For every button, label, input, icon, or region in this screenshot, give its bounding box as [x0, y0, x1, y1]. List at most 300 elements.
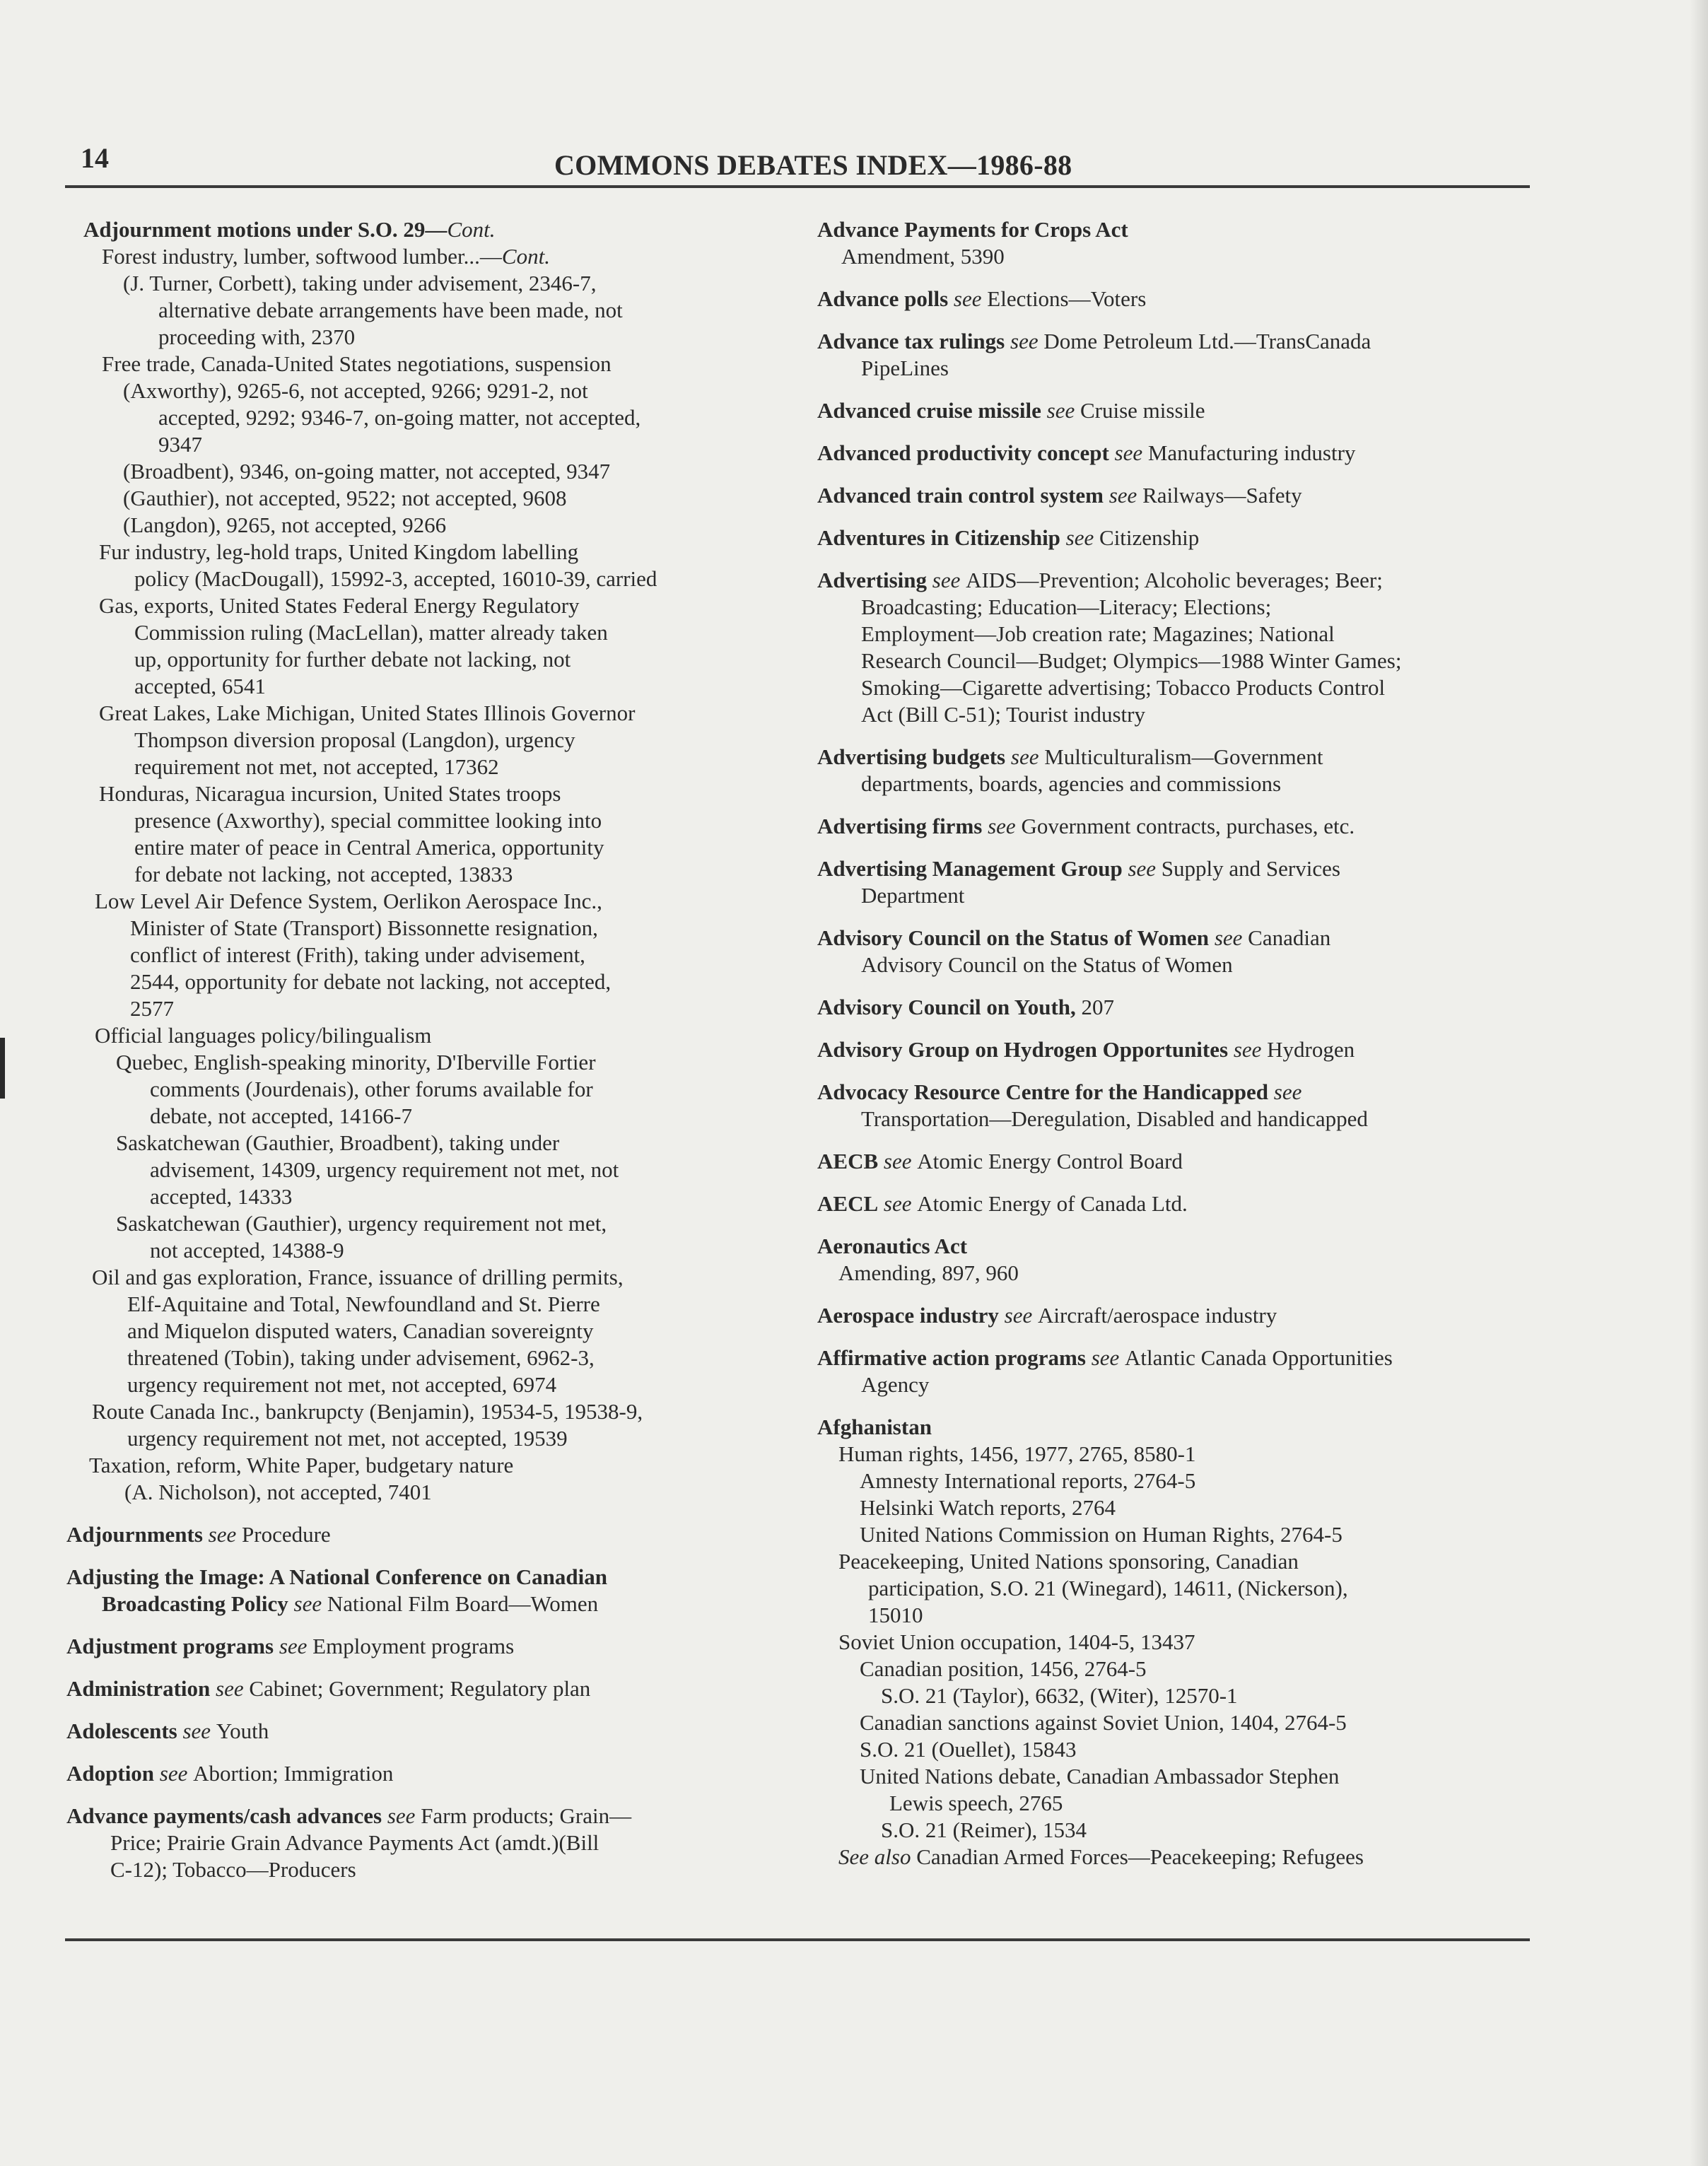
body-text: Human rights, 1456, 1977, 2765, 8580-1	[838, 1441, 1196, 1466]
body-text: accepted, 14333	[150, 1184, 293, 1209]
body-text: Saskatchewan (Gauthier), urgency requirement not met,	[116, 1211, 607, 1236]
body-text: Railways—Safety	[1142, 483, 1302, 508]
body-text: Minister of State (Transport) Bissonnette resignation,	[130, 915, 598, 940]
right-column	[817, 216, 1524, 1886]
body-text: Quebec, English-speaking minority, D'Iberville Fortier	[116, 1050, 596, 1075]
italic-text: see	[1268, 1079, 1302, 1104]
entry-subline	[817, 674, 1524, 701]
entry-heading-line	[817, 1302, 1524, 1329]
body-text: 2577	[130, 996, 174, 1021]
body-text: Atlantic Canada Opportunities	[1125, 1345, 1393, 1370]
entry-heading-line	[817, 440, 1524, 467]
body-text: Commission ruling (MacLellan), matter already taken	[134, 620, 608, 645]
italic-text: see	[1005, 744, 1045, 769]
entry-subline	[66, 485, 780, 512]
heading-text: Adjustment programs	[66, 1634, 274, 1658]
entry-heading-line	[817, 1414, 1524, 1441]
italic-text: see	[274, 1634, 313, 1658]
body-text: Elf-Aquitaine and Total, Newfoundland and St. Pierre	[127, 1292, 600, 1316]
entry-subline	[66, 888, 780, 915]
entry-subline	[66, 1183, 780, 1210]
body-text: Route Canada Inc., bankrupcty (Benjamin), 19534-5, 19538-9,	[92, 1399, 643, 1424]
body-text: United Nations debate, Canadian Ambassador Stephen	[860, 1764, 1340, 1789]
heading-text: Adoption	[66, 1761, 155, 1786]
entry-subline	[66, 968, 780, 995]
body-text: Lewis speech, 2765	[889, 1791, 1063, 1815]
heading-text: Advisory Group on Hydrogen Opportunites	[817, 1037, 1229, 1062]
index-entry	[66, 1803, 780, 1883]
italic-text: see	[202, 1522, 242, 1547]
entry-subline	[66, 646, 780, 673]
index-entry	[817, 1079, 1524, 1132]
entry-heading-line	[817, 567, 1524, 594]
body-text: urgency requirement not met, not accepted, 6974	[127, 1372, 557, 1397]
italic-text: see	[288, 1591, 327, 1616]
body-text: debate, not accepted, 14166-7	[150, 1104, 412, 1128]
body-text: Helsinki Watch reports, 2764	[860, 1495, 1116, 1520]
entry-heading-line	[817, 744, 1524, 771]
entry-heading-line	[66, 1675, 780, 1702]
entry-subline	[817, 1602, 1524, 1629]
body-text: Transportation—Deregulation, Disabled and handicapped	[861, 1106, 1368, 1131]
entry-subline	[66, 512, 780, 539]
body-text: 2544, opportunity for debate not lacking, not accepted,	[130, 969, 612, 994]
entry-heading-line	[817, 216, 1524, 243]
entry-subline	[66, 780, 780, 807]
entry-subline	[66, 1479, 780, 1506]
body-text: Canadian Armed Forces—Peacekeeping; Refugees	[911, 1844, 1364, 1869]
body-text: Canadian	[1248, 925, 1331, 950]
entry-subline	[66, 1157, 780, 1183]
entry-heading-line	[66, 1564, 780, 1591]
entry-subline	[66, 243, 780, 270]
body-text: Cruise missile	[1080, 398, 1205, 423]
body-text: presence (Axworthy), special committee looking into	[134, 808, 602, 833]
heading-text: Aerospace industry	[817, 1303, 999, 1328]
entry-subline	[66, 942, 780, 968]
body-text: (Broadbent), 9346, on-going matter, not accepted, 9347	[123, 459, 611, 484]
page-number: 14	[81, 142, 109, 174]
index-entry	[817, 744, 1524, 797]
heading-text: Advance Payments for Crops Act	[817, 217, 1128, 242]
body-text: Cabinet; Government; Regulatory plan	[249, 1676, 591, 1701]
body-text: 207	[1075, 995, 1115, 1019]
index-entry	[817, 1233, 1524, 1287]
index-entry	[817, 813, 1524, 840]
body-text: (Axworthy), 9265-6, not accepted, 9266; 9291-2, not	[123, 378, 588, 403]
entry-subline	[66, 1130, 780, 1157]
body-text: Low Level Air Defence System, Oerlikon Aerospace Inc.,	[95, 889, 602, 913]
entry-subline	[66, 431, 780, 458]
entry-heading-line	[817, 286, 1524, 312]
entry-subline	[66, 1830, 780, 1856]
entry-subline	[66, 727, 780, 754]
entry-subline	[817, 952, 1524, 978]
index-entry	[66, 1760, 780, 1787]
heading-text: Afghanistan	[817, 1415, 932, 1439]
body-text: Honduras, Nicaragua incursion, United States troops	[99, 781, 561, 806]
body-text: Hydrogen	[1267, 1037, 1355, 1062]
entry-heading-line	[817, 855, 1524, 882]
index-entry	[817, 1190, 1524, 1217]
index-entry	[817, 855, 1524, 909]
entry-heading-line	[817, 1148, 1524, 1175]
body-text: Department	[861, 883, 965, 908]
entry-subline	[66, 1591, 780, 1617]
index-entry	[817, 567, 1524, 728]
body-text: Atomic Energy of Canada Ltd.	[917, 1191, 1188, 1216]
body-text: Price; Prairie Grain Advance Payments Act (amdt.)(Bill	[110, 1830, 599, 1855]
body-text: Dome Petroleum Ltd.—TransCanada	[1043, 329, 1371, 353]
entry-subline	[817, 1371, 1524, 1398]
body-text: Government contracts, purchases, etc.	[1021, 814, 1355, 838]
body-text: Supply and Services	[1161, 856, 1340, 881]
entry-heading-line	[817, 1345, 1524, 1371]
entry-heading-line	[66, 216, 780, 243]
body-text: Research Council—Budget; Olympics—1988 Winter Games;	[861, 648, 1402, 673]
heading-text: Advanced productivity concept	[817, 440, 1109, 465]
body-text: Canadian sanctions against Soviet Union, 1404, 2764-5	[860, 1710, 1347, 1735]
index-entry	[817, 1414, 1524, 1871]
entry-subline	[66, 1264, 780, 1291]
entry-subline	[817, 243, 1524, 270]
entry-subline	[66, 1425, 780, 1452]
entry-subline	[817, 701, 1524, 728]
entry-heading-line	[66, 1521, 780, 1548]
entry-subline	[66, 1398, 780, 1425]
entry-subline	[66, 1022, 780, 1049]
italic-text: see	[948, 286, 988, 311]
heading-text: Affirmative action programs	[817, 1345, 1086, 1370]
index-entry	[817, 397, 1524, 424]
entry-subline	[817, 1441, 1524, 1468]
body-text: National Film Board—Women	[327, 1591, 599, 1616]
italic-text: see	[154, 1761, 194, 1786]
heading-text: Adventures in Citizenship	[817, 525, 1060, 550]
entry-subline	[66, 834, 780, 861]
italic-text: see	[1103, 483, 1143, 508]
entry-subline	[817, 355, 1524, 382]
entry-subline	[817, 1629, 1524, 1656]
body-text: advisement, 14309, urgency requirement not met, not	[150, 1157, 619, 1182]
heading-text: Advisory Council on the Status of Women	[817, 925, 1210, 950]
heading-text: Adjusting the Image: A National Conference on Canadian	[66, 1564, 608, 1589]
body-text: Gas, exports, United States Federal Energy Regulatory	[99, 593, 580, 618]
entry-subline	[66, 861, 780, 888]
entry-subline	[66, 458, 780, 485]
left-column	[66, 216, 780, 1899]
index-entry	[817, 1345, 1524, 1398]
italic-text: see	[878, 1149, 918, 1173]
body-text: Manufacturing industry	[1147, 440, 1356, 465]
body-text: Amnesty International reports, 2764-5	[860, 1468, 1196, 1493]
entry-subline	[817, 1682, 1524, 1709]
binding-mark	[0, 1038, 5, 1099]
body-text: not accepted, 14388-9	[150, 1238, 344, 1263]
entry-subline	[66, 1856, 780, 1883]
italic-text: see	[1209, 925, 1248, 950]
entry-subline	[66, 377, 780, 404]
entry-subline	[66, 1291, 780, 1318]
entry-subline	[66, 1103, 780, 1130]
heading-text: Advance payments/cash advances	[66, 1803, 382, 1828]
body-text: Abortion; Immigration	[193, 1761, 394, 1786]
entry-subline	[817, 1494, 1524, 1521]
body-text: Thompson diversion proposal (Langdon), urgency	[134, 727, 575, 752]
entry-subline	[66, 270, 780, 297]
body-text: Saskatchewan (Gauthier, Broadbent), taking under	[116, 1130, 560, 1155]
entry-subline	[66, 1371, 780, 1398]
italic-text: see	[1228, 1037, 1268, 1062]
body-text: Youth	[216, 1719, 269, 1743]
italic-text: see	[1109, 440, 1148, 465]
heading-text: Advance polls	[817, 286, 949, 311]
body-text: Amending, 897, 960	[838, 1260, 1019, 1285]
heading-text: AECB	[817, 1149, 879, 1173]
body-text: (J. Turner, Corbett), taking under advisement, 2346-7,	[123, 271, 597, 295]
heading-text: Advertising budgets	[817, 744, 1006, 769]
body-text: Canadian position, 1456, 2764-5	[860, 1656, 1147, 1681]
italic-text: see	[382, 1803, 421, 1828]
entry-subline	[817, 1736, 1524, 1763]
entry-subline	[66, 566, 780, 592]
index-entry	[66, 216, 780, 1506]
entry-subline	[66, 1452, 780, 1479]
body-text: S.O. 21 (Reimer), 1534	[881, 1817, 1087, 1842]
italic-text: see	[927, 568, 966, 592]
italic-text: see	[1060, 525, 1100, 550]
body-text: accepted, 6541	[134, 674, 266, 698]
entry-subline	[817, 1468, 1524, 1494]
body-text: Elections—Voters	[987, 286, 1147, 311]
body-text: up, opportunity for further debate not lacking, not	[134, 647, 571, 672]
entry-subline	[66, 754, 780, 780]
heading-text: Administration	[66, 1676, 211, 1701]
italic-text: See also	[838, 1844, 911, 1869]
italic-text: see	[210, 1676, 250, 1701]
body-text: Soviet Union occupation, 1404-5, 13437	[838, 1629, 1195, 1654]
index-entry	[817, 440, 1524, 467]
entry-heading-line	[817, 328, 1524, 355]
heading-text: Broadcasting Policy	[102, 1591, 288, 1616]
italic-text: see	[998, 1303, 1038, 1328]
index-entry	[66, 1564, 780, 1617]
entry-subline	[817, 1656, 1524, 1682]
body-text: for debate not lacking, not accepted, 13833	[134, 862, 513, 886]
page-edge-shadow	[1690, 0, 1708, 2166]
heading-text: Aeronautics Act	[817, 1234, 968, 1258]
italic-text: see	[878, 1191, 918, 1216]
entry-subline	[66, 995, 780, 1022]
running-head: COMMONS DEBATES INDEX—1986-88	[554, 149, 1072, 181]
index-entry	[817, 216, 1524, 270]
entry-heading-line	[817, 1190, 1524, 1217]
body-text: Agency	[861, 1372, 930, 1397]
entry-heading-line	[66, 1803, 780, 1830]
body-text: Amendment, 5390	[841, 244, 1005, 269]
entry-subline	[66, 807, 780, 834]
entry-subline	[66, 619, 780, 646]
entry-subline	[817, 621, 1524, 648]
italic-text: see	[1041, 398, 1080, 423]
entry-subline	[66, 539, 780, 566]
heading-text: Advocacy Resource Centre for the Handicapped	[817, 1079, 1269, 1104]
header-rule	[65, 185, 1530, 188]
body-text: requirement not met, not accepted, 17362	[134, 754, 499, 779]
heading-text: Advertising Management Group	[817, 856, 1123, 881]
heading-text: Adjournment motions under S.O. 29—	[83, 217, 448, 242]
entry-heading-line	[817, 925, 1524, 952]
entry-subline	[817, 648, 1524, 674]
entry-subline	[66, 1049, 780, 1076]
body-text: Multiculturalism—Government	[1044, 744, 1323, 769]
body-text: Atomic Energy Control Board	[917, 1149, 1183, 1173]
index-entry	[817, 1148, 1524, 1175]
body-text: Forest industry, lumber, softwood lumber...—	[102, 244, 502, 269]
entry-subline	[817, 1709, 1524, 1736]
body-text: accepted, 9292; 9346-7, on-going matter, not accepted,	[158, 405, 641, 430]
index-entry	[817, 286, 1524, 312]
entry-heading-line	[66, 1718, 780, 1745]
index-entry	[817, 525, 1524, 551]
body-text: S.O. 21 (Ouellet), 15843	[860, 1737, 1077, 1762]
entry-heading-line	[66, 1633, 780, 1660]
entry-heading-line	[817, 525, 1524, 551]
body-text: Great Lakes, Lake Michigan, United States Illinois Governor	[99, 701, 636, 725]
body-text: urgency requirement not met, not accepted, 19539	[127, 1426, 568, 1451]
heading-text: Adolescents	[66, 1719, 177, 1743]
entry-subline	[817, 1106, 1524, 1132]
heading-text: Advertising firms	[817, 814, 983, 838]
body-text: C-12); Tobacco—Producers	[110, 1857, 356, 1882]
index-entry	[66, 1675, 780, 1702]
index-entry	[817, 925, 1524, 978]
body-text: Broadcasting; Education—Literacy; Elections;	[861, 595, 1272, 619]
entry-subline	[66, 915, 780, 942]
entry-subline	[817, 1844, 1524, 1871]
body-text: Act (Bill C-51); Tourist industry	[861, 702, 1145, 727]
heading-text: Adjournments	[66, 1522, 203, 1547]
entry-subline	[817, 1260, 1524, 1287]
entry-heading-line	[817, 1233, 1524, 1260]
entry-subline	[66, 1210, 780, 1237]
entry-subline	[66, 700, 780, 727]
italic-text: Cont.	[501, 244, 550, 269]
italic-text: see	[1005, 329, 1044, 353]
entry-subline	[817, 594, 1524, 621]
entry-heading-line	[817, 397, 1524, 424]
entry-subline	[817, 882, 1524, 909]
body-text: comments (Jourdenais), other forums available for	[150, 1077, 593, 1101]
body-text: departments, boards, agencies and commissions	[861, 771, 1282, 796]
index-entry	[66, 1718, 780, 1745]
body-text: Official languages policy/bilingualism	[95, 1023, 432, 1048]
body-text: AIDS—Prevention; Alcoholic beverages; Beer;	[966, 568, 1383, 592]
entry-subline	[66, 351, 780, 377]
index-entry	[66, 1633, 780, 1660]
body-text: alternative debate arrangements have been made, not	[158, 298, 623, 322]
body-text: proceeding with, 2370	[158, 324, 356, 349]
italic-text: see	[982, 814, 1022, 838]
entry-subline	[817, 1548, 1524, 1575]
entry-subline	[817, 1817, 1524, 1844]
body-text: Peacekeeping, United Nations sponsoring, Canadian	[838, 1549, 1299, 1574]
body-text: Citizenship	[1099, 525, 1200, 550]
entry-subline	[817, 1763, 1524, 1790]
body-text: Smoking—Cigarette advertising; Tobacco Products Control	[861, 675, 1386, 700]
entry-subline	[817, 1521, 1524, 1548]
italic-text: Cont.	[447, 217, 496, 242]
entry-subline	[66, 1345, 780, 1371]
body-text: Farm products; Grain—	[421, 1803, 632, 1828]
entry-subline	[66, 297, 780, 324]
body-text: policy (MacDougall), 15992-3, accepted, 16010-39, carried	[134, 566, 657, 591]
entry-subline	[66, 1076, 780, 1103]
heading-text: Advisory Council on Youth,	[817, 995, 1076, 1019]
body-text: Procedure	[242, 1522, 331, 1547]
heading-text: Advance tax rulings	[817, 329, 1005, 353]
entry-heading-line	[66, 1760, 780, 1787]
index-entry	[817, 994, 1524, 1021]
entry-heading-line	[817, 994, 1524, 1021]
body-text: Employment programs	[312, 1634, 515, 1658]
index-entry	[817, 1302, 1524, 1329]
body-text: Fur industry, leg-hold traps, United Kingdom labelling	[99, 539, 579, 564]
body-text: Advisory Council on the Status of Women	[861, 952, 1233, 977]
entry-subline	[66, 324, 780, 351]
italic-text: see	[1085, 1345, 1125, 1370]
heading-text: Advertising	[817, 568, 927, 592]
body-text: (Gauthier), not accepted, 9522; not accepted, 9608	[123, 486, 567, 510]
entry-subline	[66, 673, 780, 700]
body-text: and Miquelon disputed waters, Canadian sovereignty	[127, 1318, 594, 1343]
body-text: 9347	[158, 432, 202, 457]
index-entry	[66, 1521, 780, 1548]
body-text: 15010	[868, 1603, 923, 1627]
body-text: Free trade, Canada-United States negotiations, suspension	[102, 351, 612, 376]
entry-heading-line	[817, 1036, 1524, 1063]
body-text: Oil and gas exploration, France, issuance of drilling permits,	[92, 1265, 624, 1289]
heading-text: AECL	[817, 1191, 879, 1216]
body-text: S.O. 21 (Taylor), 6632, (Witer), 12570-1	[881, 1683, 1238, 1708]
entry-subline	[66, 404, 780, 431]
entry-subline	[817, 771, 1524, 797]
body-text: entire mater of peace in Central America, opportunity	[134, 835, 604, 860]
index-entry	[817, 482, 1524, 509]
footer-rule	[65, 1938, 1530, 1941]
italic-text: see	[177, 1719, 216, 1743]
body-text: participation, S.O. 21 (Winegard), 14611, (Nickerson),	[868, 1576, 1348, 1600]
entry-subline	[817, 1790, 1524, 1817]
italic-text: see	[1122, 856, 1162, 881]
body-text: Aircraft/aerospace industry	[1038, 1303, 1277, 1328]
heading-text: Advanced train control system	[817, 483, 1104, 508]
entry-subline	[66, 1237, 780, 1264]
index-entry	[817, 1036, 1524, 1063]
body-text: United Nations Commission on Human Rights, 2764-5	[860, 1522, 1343, 1547]
body-text: PipeLines	[861, 356, 949, 380]
entry-subline	[817, 1575, 1524, 1602]
body-text: Employment—Job creation rate; Magazines; National	[861, 621, 1335, 646]
entry-subline	[66, 592, 780, 619]
body-text: (A. Nicholson), not accepted, 7401	[124, 1480, 432, 1504]
body-text: Taxation, reform, White Paper, budgetary nature	[89, 1453, 514, 1477]
body-text: conflict of interest (Frith), taking under advisement,	[130, 942, 585, 967]
entry-subline	[66, 1318, 780, 1345]
entry-heading-line	[817, 482, 1524, 509]
entry-heading-line	[817, 813, 1524, 840]
heading-text: Advanced cruise missile	[817, 398, 1041, 423]
